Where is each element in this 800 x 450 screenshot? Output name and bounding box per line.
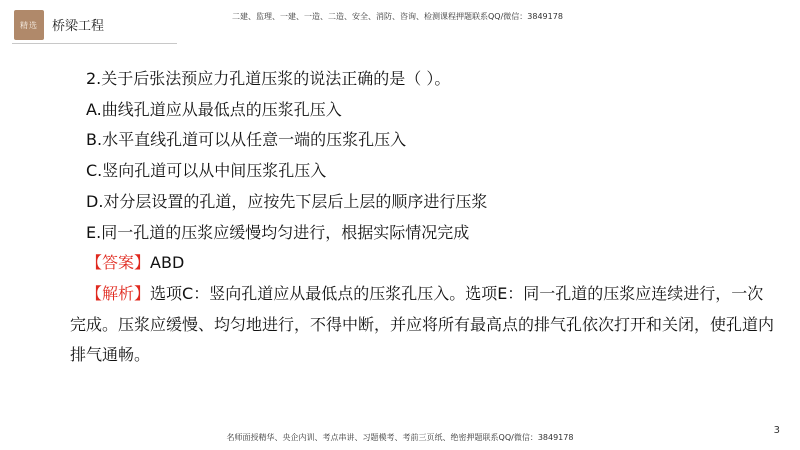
brand-logo xyxy=(14,10,44,40)
option-d: D.对分层设置的孔道，应按先下层后上层的顺序进行压浆 xyxy=(86,191,488,211)
answer-label: 【答案】 xyxy=(86,253,151,273)
course-title: 桥梁工程 xyxy=(52,19,105,34)
answer-value: ABD xyxy=(150,253,185,273)
header-banner: 二建、监理、一建、一造、二造、安全、消防、咨询、检测课程押题联系QQ/微信：3849178 xyxy=(232,12,563,21)
logo-text: 精选 xyxy=(20,20,38,30)
analysis-text: 选项C：竖向孔道应从最低点的压浆孔压入。选项E：同一孔道的压浆应连续进行，一次完成。压浆应缓慢、均匀地进行，不得中断，并应将所有最高点的排气孔依次打开和关闭，使孔道内排气通畅。 xyxy=(70,283,775,365)
option-c: C.竖向孔道可以从中间压浆孔压入 xyxy=(86,161,327,181)
answer-line xyxy=(86,248,776,279)
option-b: B.水平直线孔道可以从任意一端的压浆孔压入 xyxy=(86,130,407,150)
analysis-label: 【解析】 xyxy=(86,283,151,303)
header-divider xyxy=(12,43,177,44)
analysis-paragraph xyxy=(70,279,776,371)
footer-banner: 名师面授精华、央企内训、考点串讲、习题模考、考前三页纸、绝密押题联系QQ/微信：3849178 xyxy=(226,433,574,442)
page-number: 3 xyxy=(773,425,780,436)
question-stem: 2.关于后张法预应力孔道压浆的说法正确的是（ ）。 xyxy=(86,69,451,88)
option-a: A.曲线孔道应从最低点的压浆孔压入 xyxy=(86,99,342,119)
option-e: E.同一孔道的压浆应缓慢均匀进行，根据实际情况完成 xyxy=(86,222,470,242)
question-block xyxy=(70,64,776,371)
